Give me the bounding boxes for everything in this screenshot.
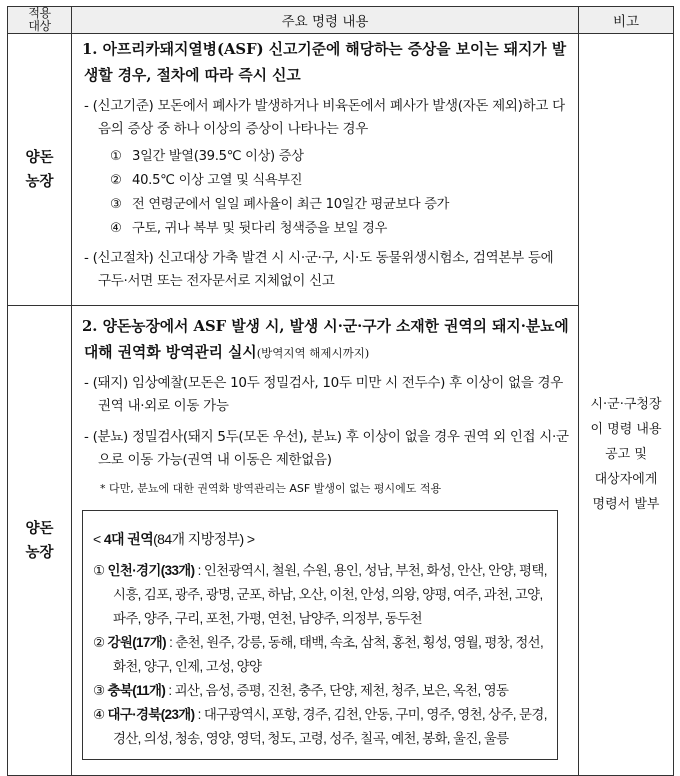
region-name: 충북(11개) — [107, 683, 166, 698]
region-name: 강원(17개) — [107, 635, 166, 650]
item-num: ① — [110, 149, 122, 164]
region-box — [82, 510, 558, 760]
region-name: 대구·경북(23개) — [107, 707, 195, 722]
title-bold: 4대 권역 — [103, 531, 154, 547]
item-num: ④ — [110, 221, 122, 236]
row2-bullet-pigs: - (돼지) 임상예찰(모돈은 10두 정밀검사, 10두 미만 시 전두수) 후 이상이 없을 경우 권역 내·외로 이동 가능 — [84, 375, 563, 414]
region-name: 인천·경기(33개) — [107, 563, 195, 578]
header-target-text: 적용 대상 — [28, 6, 51, 33]
region-list: : 인천광역시, 철원, 수원, 용인, 성남, 부천, 화성, 안산, 안양, 평택, 시흥, 김포, 광주, 광명, 군포, 하남, 오산, 이천, 안성, 의왕, 양평, 여주, 과천, 고양, 파주, 양주, 구리, 포천, 가평, 연천, 남양주, 의정부, 동두천 — [113, 563, 547, 626]
table-row — [8, 34, 674, 306]
row2-footnote: * 다만, 분뇨에 대한 권역화 방역관리는 ASF 발생이 없는 평시에도 적용 — [100, 482, 442, 495]
region-list: : 춘천, 원주, 강릉, 동해, 태백, 속초, 삼척, 홍천, 횡성, 영월, 평창, 정선, 화천, 양구, 인제, 고성, 양양 — [113, 635, 544, 674]
row1-bullet-procedure: - (신고절차) 신고대상 가축 발견 시 시·군·구, 시·도 동물위생시험소, 검역본부 등에 구두·서면 또는 전자문서로 지체없이 신고 — [84, 250, 554, 289]
region-item — [93, 703, 551, 751]
symptom-item — [82, 193, 570, 217]
row1-content — [72, 34, 579, 306]
region-num: ③ — [93, 683, 105, 698]
row2-target: 양돈 농장 — [8, 306, 72, 776]
region-item — [93, 679, 551, 703]
item-text: 전 연령군에서 일일 폐사율이 최근 10일간 평균보다 증가 — [132, 197, 450, 212]
symptom-item — [82, 217, 570, 241]
row1-bullet-criteria: - (신고기준) 모돈에서 폐사가 발생하거나 비육돈에서 폐사가 발생(자돈 제외)하고 다음의 증상 중 하나 이상의 증상이 나타나는 경우 — [84, 98, 565, 137]
row2-heading-text: 2. 양돈농장에서 ASF 발생 시, 발생 시·군·구가 소재한 권역의 돼지·분뇨에 대해 권역화 방역관리 실시 — [82, 318, 569, 361]
region-num: ① — [93, 563, 105, 578]
region-item — [93, 631, 551, 679]
symptom-list — [82, 145, 570, 241]
region-item — [93, 559, 551, 631]
order-table — [7, 6, 674, 776]
row2-content — [72, 306, 579, 776]
region-list: : 괴산, 음성, 증평, 진천, 충주, 단양, 제천, 청주, 보은, 옥천, 영동 — [165, 683, 509, 698]
note-cell: 시·군·구청장 이 명령 내용 공고 및 대상자에게 명령서 발부 — [579, 34, 674, 776]
item-text: 구토, 귀나 복부 및 뒷다리 청색증을 보일 경우 — [132, 221, 388, 236]
header-note: 비고 — [579, 7, 674, 34]
row2-heading — [82, 314, 570, 366]
region-num: ④ — [93, 707, 105, 722]
symptom-item — [82, 169, 570, 193]
item-num: ② — [110, 173, 122, 188]
region-box-title — [93, 527, 551, 551]
item-num: ③ — [110, 197, 122, 212]
header-content: 주요 명령 내용 — [72, 7, 579, 34]
title-rest: (84개 지방정부) > — [153, 531, 255, 547]
item-text: 3일간 발열(39.5℃ 이상) 증상 — [132, 149, 304, 164]
table-header-row — [8, 7, 674, 34]
symptom-item — [82, 145, 570, 169]
row1-target: 양돈 농장 — [8, 34, 72, 306]
row2-heading-note: (방역지역 해제시까지) — [256, 346, 370, 360]
table-row — [8, 306, 674, 776]
header-target — [8, 7, 72, 34]
row2-bullet-manure: - (분뇨) 정밀검사(돼지 5두(모돈 우선), 분뇨) 후 이상이 없을 경우 권역 외 인접 시·군으로 이동 가능(권역 내 이동은 제한없음) — [84, 429, 569, 468]
region-list: : 대구광역시, 포항, 경주, 김천, 안동, 구미, 영주, 영천, 상주, 문경, 경산, 의성, 청송, 영양, 영덕, 청도, 고령, 성주, 칠곡, 예천, 봉화, 울진, 울릉 — [113, 707, 547, 746]
item-text: 40.5℃ 이상 고열 및 식욕부진 — [132, 173, 303, 188]
title-open: < — [93, 531, 104, 547]
row1-heading: 1. 아프리카돼지열병(ASF) 신고기준에 해당하는 증상을 보이는 돼지가 발생할 경우, 절차에 따라 즉시 신고 — [82, 41, 567, 84]
region-num: ② — [93, 635, 105, 650]
